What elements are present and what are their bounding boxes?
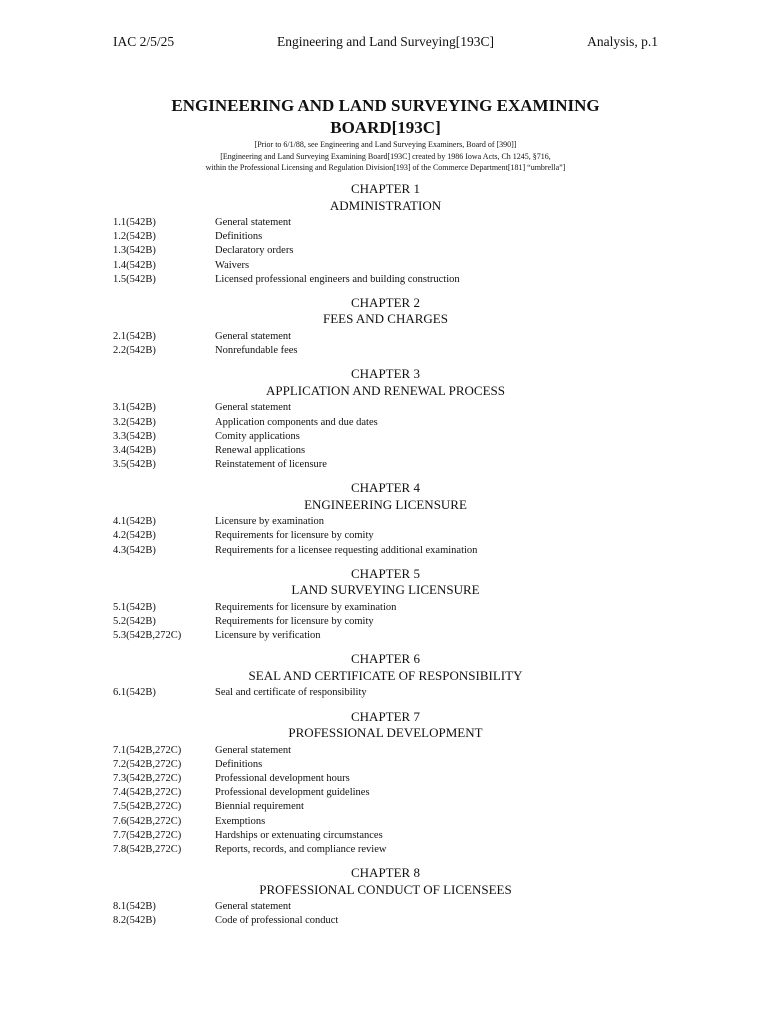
chapter-section: [113, 651, 658, 700]
rule-row: [113, 216, 658, 230]
chapter-heading: [113, 480, 658, 513]
chapter-heading: [113, 295, 658, 328]
rule-title: Exemptions: [215, 815, 266, 827]
chapter-heading: [113, 865, 658, 898]
rule-title: General statement: [215, 402, 292, 414]
rule-title: Reports, records, and compliance review: [215, 843, 387, 855]
header-date: IAC 2/5/25: [113, 34, 175, 49]
rule-row: [113, 544, 658, 558]
chapter-title: ENGINEERING LICENSURE: [304, 496, 467, 512]
rule-number: 4.3(542B): [113, 544, 156, 556]
rule-title: Requirements for licensure by comity: [215, 530, 374, 542]
rule-title: Requirements for licensure by examination: [215, 601, 397, 613]
page-header: [113, 34, 658, 52]
rule-number: 1.1(542B): [113, 217, 156, 228]
rule-number: 1.4(542B): [113, 259, 156, 271]
rule-row: [113, 914, 658, 928]
rule-number: 7.4(542B,272C): [113, 787, 182, 799]
rule-row: [113, 772, 658, 786]
rule-number: 5.2(542B): [113, 616, 156, 627]
rule-number: 2.2(542B): [113, 345, 156, 357]
chapter-number: CHAPTER 6: [351, 651, 420, 667]
rule-number: 8.1(542B): [113, 901, 156, 913]
document-title-line-2: BOARD[193C]: [330, 118, 441, 137]
rule-title: Definitions: [215, 231, 263, 243]
rule-row: [113, 800, 658, 814]
rule-row: [113, 259, 658, 273]
rule-row: [113, 244, 658, 258]
rule-title: Declaratory orders: [215, 245, 294, 257]
rule-number: 3.1(542B): [113, 402, 156, 414]
rule-number: 7.8(542B,272C): [113, 843, 182, 855]
chapter-title: LAND SURVEYING LICENSURE: [291, 582, 480, 598]
rule-row: [113, 458, 658, 472]
rule-title: General statement: [215, 330, 292, 342]
chapter-heading: [113, 651, 658, 684]
chapter-heading: [113, 709, 658, 742]
rule-title: General statement: [215, 744, 292, 756]
rule-number: 8.2(542B): [113, 915, 156, 927]
rule-title: Waivers: [215, 259, 250, 271]
chapter-number: CHAPTER 7: [351, 708, 420, 724]
chapter-title: SEAL AND CERTIFICATE OF RESPONSIBILITY: [248, 667, 523, 683]
rule-title: Professional development hours: [215, 772, 350, 784]
rule-title: Licensed professional engineers and building construction: [215, 273, 460, 285]
rule-number: 7.2(542B,272C): [113, 758, 182, 770]
chapter-number: CHAPTER 1: [351, 181, 420, 196]
rule-row: [113, 686, 658, 700]
history-note-line-3: within the Professional Licensing and Regulation Division[193] of the Commerce Department[181] “umbrella”]: [205, 163, 566, 172]
rule-row: [113, 529, 658, 543]
rule-title: Seal and certificate of responsibility: [215, 687, 367, 699]
chapter-number: CHAPTER 5: [351, 565, 420, 581]
rule-row: [113, 843, 658, 857]
rule-title: Biennial requirement: [215, 801, 304, 813]
chapter-heading: [113, 181, 658, 214]
history-note-line-1: [Prior to 6/1/88, see Engineering and Land Surveying Examiners, Board of [390]]: [254, 140, 517, 149]
rule-title: Nonrefundable fees: [215, 345, 298, 357]
document-title: [113, 95, 658, 139]
rule-number: 1.3(542B): [113, 245, 156, 257]
rule-title: Professional development guidelines: [215, 787, 370, 799]
chapter-section: [113, 566, 658, 644]
rule-title: Comity applications: [215, 430, 300, 442]
rule-title: Reinstatement of licensure: [215, 459, 327, 471]
rule-row: [113, 444, 658, 458]
rule-row: [113, 815, 658, 829]
chapter-section: [113, 480, 658, 558]
header-agency: Engineering and Land Surveying[193C]: [276, 34, 495, 49]
rule-number: 5.3(542B,272C): [113, 630, 182, 642]
rule-number: 7.6(542B,272C): [113, 815, 182, 827]
rule-row: [113, 758, 658, 772]
rule-number: 3.2(542B): [113, 416, 156, 428]
rule-number: 1.2(542B): [113, 231, 156, 243]
rule-number: 4.2(542B): [113, 530, 156, 542]
rule-row: [113, 416, 658, 430]
chapter-title: PROFESSIONAL CONDUCT OF LICENSEES: [259, 881, 512, 897]
rule-row: [113, 900, 658, 914]
rule-row: [113, 330, 658, 344]
rule-row: [113, 401, 658, 415]
chapter-list: [113, 181, 658, 936]
rule-number: 7.3(542B,272C): [113, 772, 182, 784]
rule-title: Requirements for licensure by comity: [215, 616, 374, 627]
chapter-section: [113, 181, 658, 287]
rule-title: Definitions: [215, 758, 263, 770]
rule-number: 6.1(542B): [113, 687, 156, 699]
rule-row: [113, 629, 658, 643]
rule-title: Renewal applications: [215, 444, 306, 456]
rule-list: [113, 744, 658, 858]
chapter-section: [113, 709, 658, 858]
header-page-number: Analysis, p.1: [587, 34, 658, 49]
rule-list: [113, 900, 658, 928]
chapter-title: ADMINISTRATION: [329, 197, 442, 213]
rule-number: 3.4(542B): [113, 444, 156, 456]
chapter-number: CHAPTER 2: [351, 294, 420, 310]
rule-number: 7.1(542B,272C): [113, 744, 182, 756]
history-note-line-2: [Engineering and Land Surveying Examining Board[193C] created by 1986 Iowa Acts, Ch 1245, §716,: [220, 151, 551, 161]
rule-list: [113, 686, 658, 700]
rule-number: 3.5(542B): [113, 459, 156, 471]
rule-title: Requirements for a licensee requesting additional examination: [215, 544, 478, 556]
rule-title: Licensure by verification: [215, 630, 321, 642]
rule-list: [113, 216, 658, 287]
chapter-section: [113, 865, 658, 928]
rule-title: General statement: [215, 901, 292, 913]
rule-title: Licensure by examination: [215, 516, 325, 528]
rule-title: Hardships or extenuating circumstances: [215, 829, 383, 841]
chapter-title: PROFESSIONAL DEVELOPMENT: [288, 725, 483, 741]
rule-number: 7.5(542B,272C): [113, 801, 182, 813]
chapter-section: [113, 295, 658, 358]
document-title-line-1: ENGINEERING AND LAND SURVEYING EXAMINING: [171, 96, 600, 115]
rule-title: General statement: [215, 217, 292, 228]
rule-list: [113, 330, 658, 358]
rule-row: [113, 430, 658, 444]
chapter-section: [113, 366, 658, 472]
rule-row: [113, 230, 658, 244]
rule-list: [113, 401, 658, 472]
rule-number: 2.1(542B): [113, 330, 156, 342]
rule-title: Code of professional conduct: [215, 915, 339, 927]
rule-list: [113, 515, 658, 558]
rule-row: [113, 744, 658, 758]
rule-number: 1.5(542B): [113, 273, 156, 285]
rule-row: [113, 515, 658, 529]
rule-row: [113, 615, 658, 629]
chapter-heading: [113, 566, 658, 599]
rule-row: [113, 273, 658, 287]
rule-row: [113, 344, 658, 358]
rule-row: [113, 786, 658, 800]
chapter-title: APPLICATION AND RENEWAL PROCESS: [266, 382, 505, 398]
rule-row: [113, 829, 658, 843]
rule-number: 3.3(542B): [113, 430, 156, 442]
chapter-title: FEES AND CHARGES: [323, 311, 448, 327]
rule-number: 5.1(542B): [113, 601, 156, 613]
rule-number: 4.1(542B): [113, 516, 156, 528]
rule-title: Application components and due dates: [215, 416, 378, 428]
rule-number: 7.7(542B,272C): [113, 829, 182, 841]
document-history-note: [113, 139, 658, 174]
chapter-heading: [113, 366, 658, 399]
rule-list: [113, 601, 658, 644]
chapter-number: CHAPTER 3: [351, 366, 420, 382]
chapter-number: CHAPTER 4: [351, 480, 420, 496]
rule-row: [113, 601, 658, 615]
chapter-number: CHAPTER 8: [351, 865, 420, 881]
